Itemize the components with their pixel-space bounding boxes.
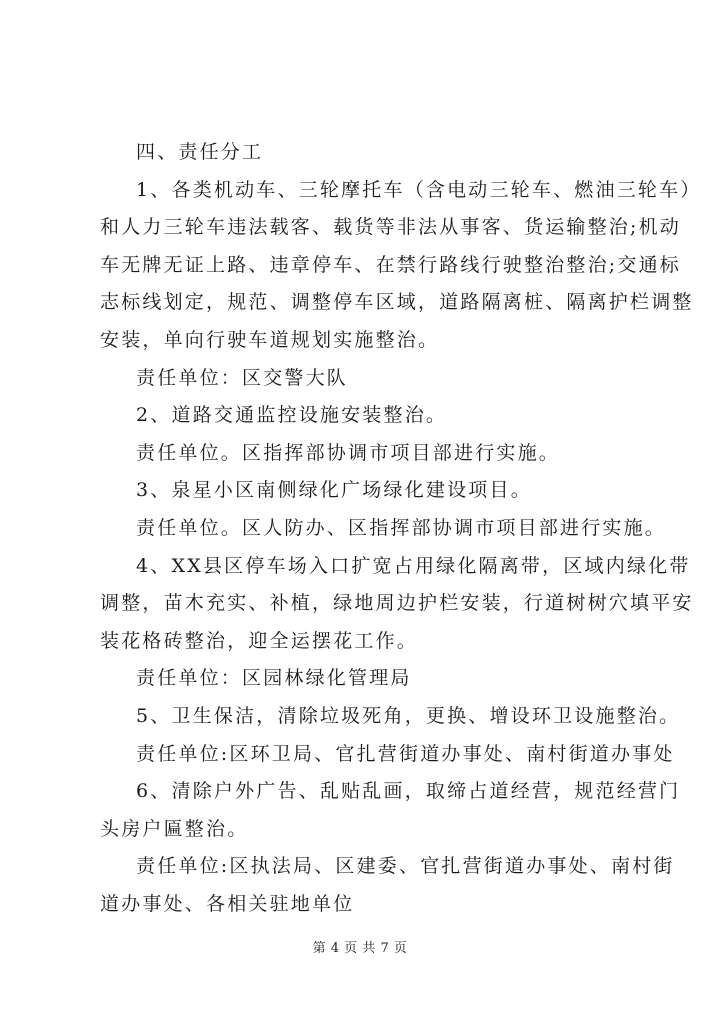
paragraph-line: 2、道路交通监控设施安装整治。 xyxy=(136,404,448,427)
paragraph-line: 车无牌无证上路、违章停车、在禁行路线行驶整治整治;交通标 xyxy=(100,253,682,276)
responsible-unit-line: 责任单位：区园林绿化管理局 xyxy=(136,667,412,690)
section-heading: 四、责任分工 xyxy=(136,141,264,163)
paragraph-line: 头房户匾整治。 xyxy=(100,817,249,840)
page-number-footer: 第 4 页 共 7 页 xyxy=(312,941,408,956)
paragraph-line: 3、泉星小区南侧绿化广场绿化建设项目。 xyxy=(136,479,532,502)
document-body xyxy=(100,134,702,923)
responsible-unit-line: 责任单位:区执法局、区建委、官扎营街道办事处、南村街 xyxy=(136,855,675,878)
responsible-unit-line: 责任单位:区环卫局、官扎营街道办事处、南村街道办事处 xyxy=(136,742,675,765)
paragraph-line: 和人力三轮车违法载客、载货等非法从事客、货运输整治;机动 xyxy=(100,216,682,239)
paragraph-line: 调整，苗木充实、补植，绿地周边护栏安装，行道树树穴填平安 xyxy=(100,592,694,615)
paragraph-line: 4、XX县区停车场入口扩宽占用绿化隔离带，区域内绿化带 xyxy=(136,554,691,577)
paragraph-line: 志标线划定，规范、调整停车区域，道路隔离桩、隔离护栏调整 xyxy=(100,291,694,314)
paragraph-line: 道办事处、各相关驻地单位 xyxy=(100,892,355,915)
paragraph-line: 5、卫生保洁，清除垃圾死角，更换、增设环卫设施整治。 xyxy=(136,704,681,727)
paragraph-line: 安装，单向行驶车道规划实施整治。 xyxy=(100,328,440,351)
responsible-unit-line: 责任单位：区交警大队 xyxy=(136,366,349,389)
paragraph-line: 1、各类机动车、三轮摩托车（含电动三轮车、燃油三轮车） xyxy=(136,178,702,201)
responsible-unit-line: 责任单位。区指挥部协调市项目部进行实施。 xyxy=(136,441,561,464)
paragraph-line: 装花格砖整治，迎全运摆花工作。 xyxy=(100,629,419,652)
paragraph-line: 6、清除户外广告、乱贴乱画，取缔占道经营，规范经营门 xyxy=(136,780,681,803)
responsible-unit-line: 责任单位。区人防办、区指挥部协调市项目部进行实施。 xyxy=(136,516,667,539)
